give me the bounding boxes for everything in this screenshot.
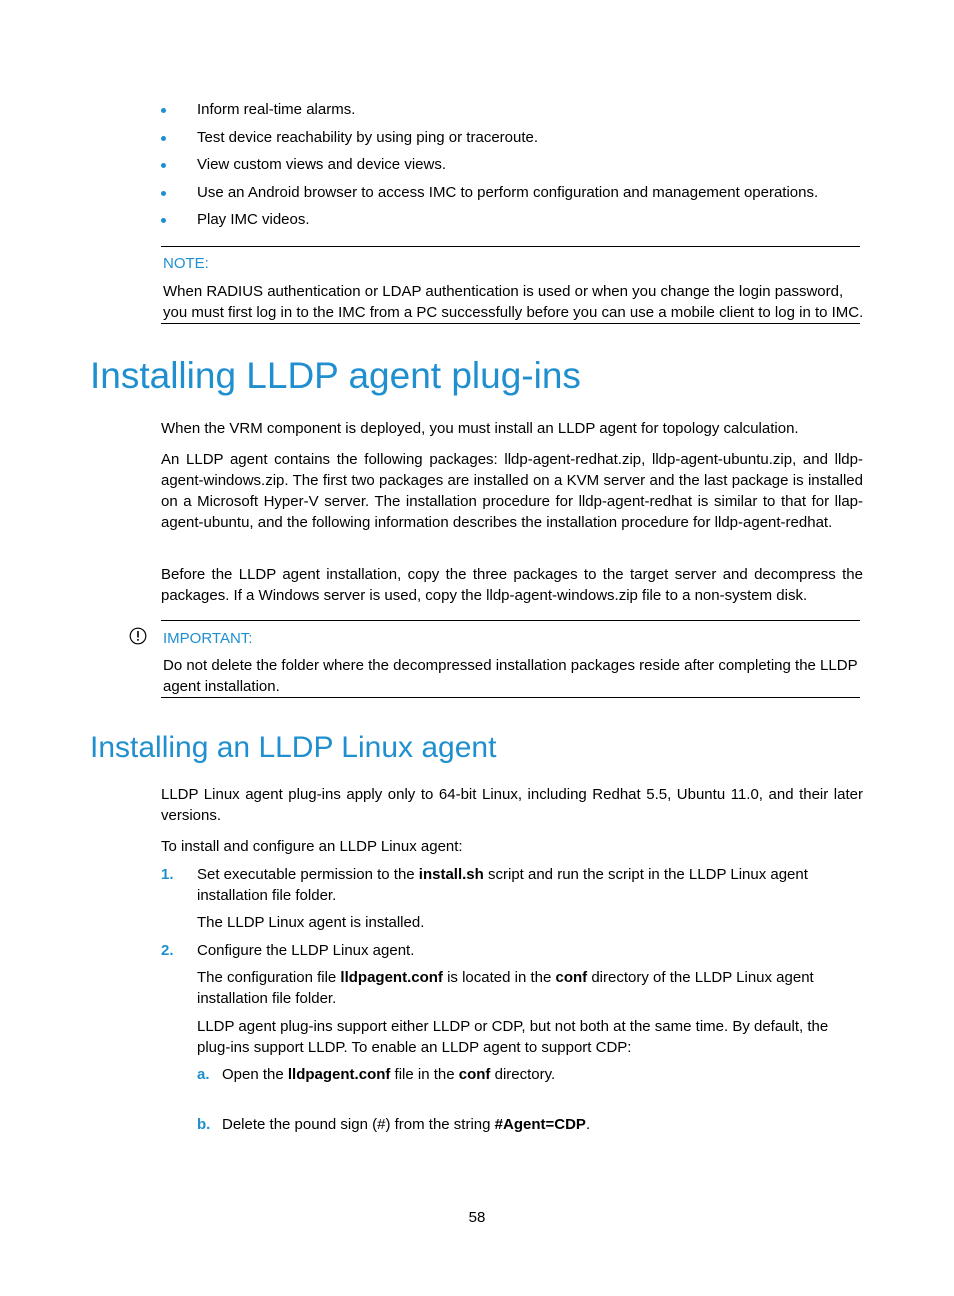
important-icon <box>129 627 147 645</box>
page-number: 58 <box>468 1209 486 1226</box>
paragraph: LLDP Linux agent plug-ins apply only to 64-bit Linux, including Redhat 5.5, Ubuntu 11.0, and their later versions. <box>161 786 863 824</box>
bullet-icon <box>161 191 166 196</box>
paragraph: When the VRM component is deployed, you must install an LLDP agent for topology calculation. <box>161 420 799 437</box>
bullet-icon <box>161 163 166 168</box>
substep-text: Open the lldpagent.conf file in the conf directory. <box>222 1066 556 1083</box>
list-item: Use an Android browser to access IMC to perform configuration and management operations. <box>161 182 861 210</box>
note-top-divider <box>161 246 860 247</box>
note-line-2: you must first log in to the IMC from a PC successfully before you can use a mobile client to log in to IMC. <box>163 304 864 321</box>
substep-letter: b. <box>197 1116 211 1133</box>
important-label: IMPORTANT: <box>163 630 253 647</box>
substep-letter: a. <box>197 1066 210 1083</box>
list-item: Play IMC videos. <box>161 209 861 237</box>
step-text: Set executable permission to the install.sh script and run the script in the LLDP Linux agent installation file folder. <box>197 866 808 904</box>
step-2-support-info: LLDP agent plug-ins support either LLDP or CDP, but not both at the same time. By default, the plug-ins support LLDP. To enable an LLDP agent to support CDP: <box>197 1018 829 1056</box>
bullet-icon <box>161 218 166 223</box>
substep-text: Delete the pound sign (#) from the string #Agent=CDP. <box>222 1116 591 1133</box>
section-title-installing-lldp-linux-agent: Installing an LLDP Linux agent <box>90 731 497 764</box>
step-1-result: The LLDP Linux agent is installed. <box>197 914 425 931</box>
bullet-icon <box>161 136 166 141</box>
config-file-name: lldpagent.conf <box>340 969 443 986</box>
list-item: View custom views and device views. <box>161 154 861 182</box>
script-name: install.sh <box>418 866 484 883</box>
directory-name: conf <box>555 969 588 986</box>
note-label: NOTE: <box>163 255 209 272</box>
important-bottom-divider <box>161 697 860 698</box>
important-text: Do not delete the folder where the decompressed installation packages reside after completing the LLDP agent installation. <box>163 657 858 695</box>
step-2-config-info: The configuration file lldpagent.conf is located in the conf directory of the LLDP Linux agent installation file folder. <box>197 969 814 1007</box>
important-top-divider <box>161 620 860 621</box>
step-number: 1. <box>161 866 174 883</box>
paragraph: Before the LLDP agent installation, copy the three packages to the target server and decompress the packages. If a Windows server is used, copy the lldp-agent-windows.zip file to a non-system disk. <box>161 566 863 604</box>
note-bottom-divider <box>161 323 860 324</box>
step-number: 2. <box>161 942 174 959</box>
list-item: Test device reachability by using ping or traceroute. <box>161 127 861 155</box>
note-line-1: When RADIUS authentication or LDAP authentication is used or when you change the login password, <box>163 283 844 300</box>
list-item: Inform real-time alarms. <box>161 99 861 127</box>
bullet-icon <box>161 108 166 113</box>
paragraph: To install and configure an LLDP Linux agent: <box>161 838 463 855</box>
paragraph: An LLDP agent contains the following packages: lldp-agent-redhat.zip, lldp-agent-ubuntu.zip, and lldp-agent-windows.zip. The first two packages are installed on a KVM server and the last package is installed on a Microsoft Hyper-V server. The installation procedure for lldp-agent-redhat is similar to that for llap-agent-ubuntu, and the following information describes the installation procedure for lldp-agent-redhat. <box>161 451 863 531</box>
step-text: Configure the LLDP Linux agent. <box>197 942 415 959</box>
section-title-installing-lldp-agent-plugins: Installing LLDP agent plug-ins <box>90 355 581 396</box>
feature-bullet-list <box>161 99 861 237</box>
